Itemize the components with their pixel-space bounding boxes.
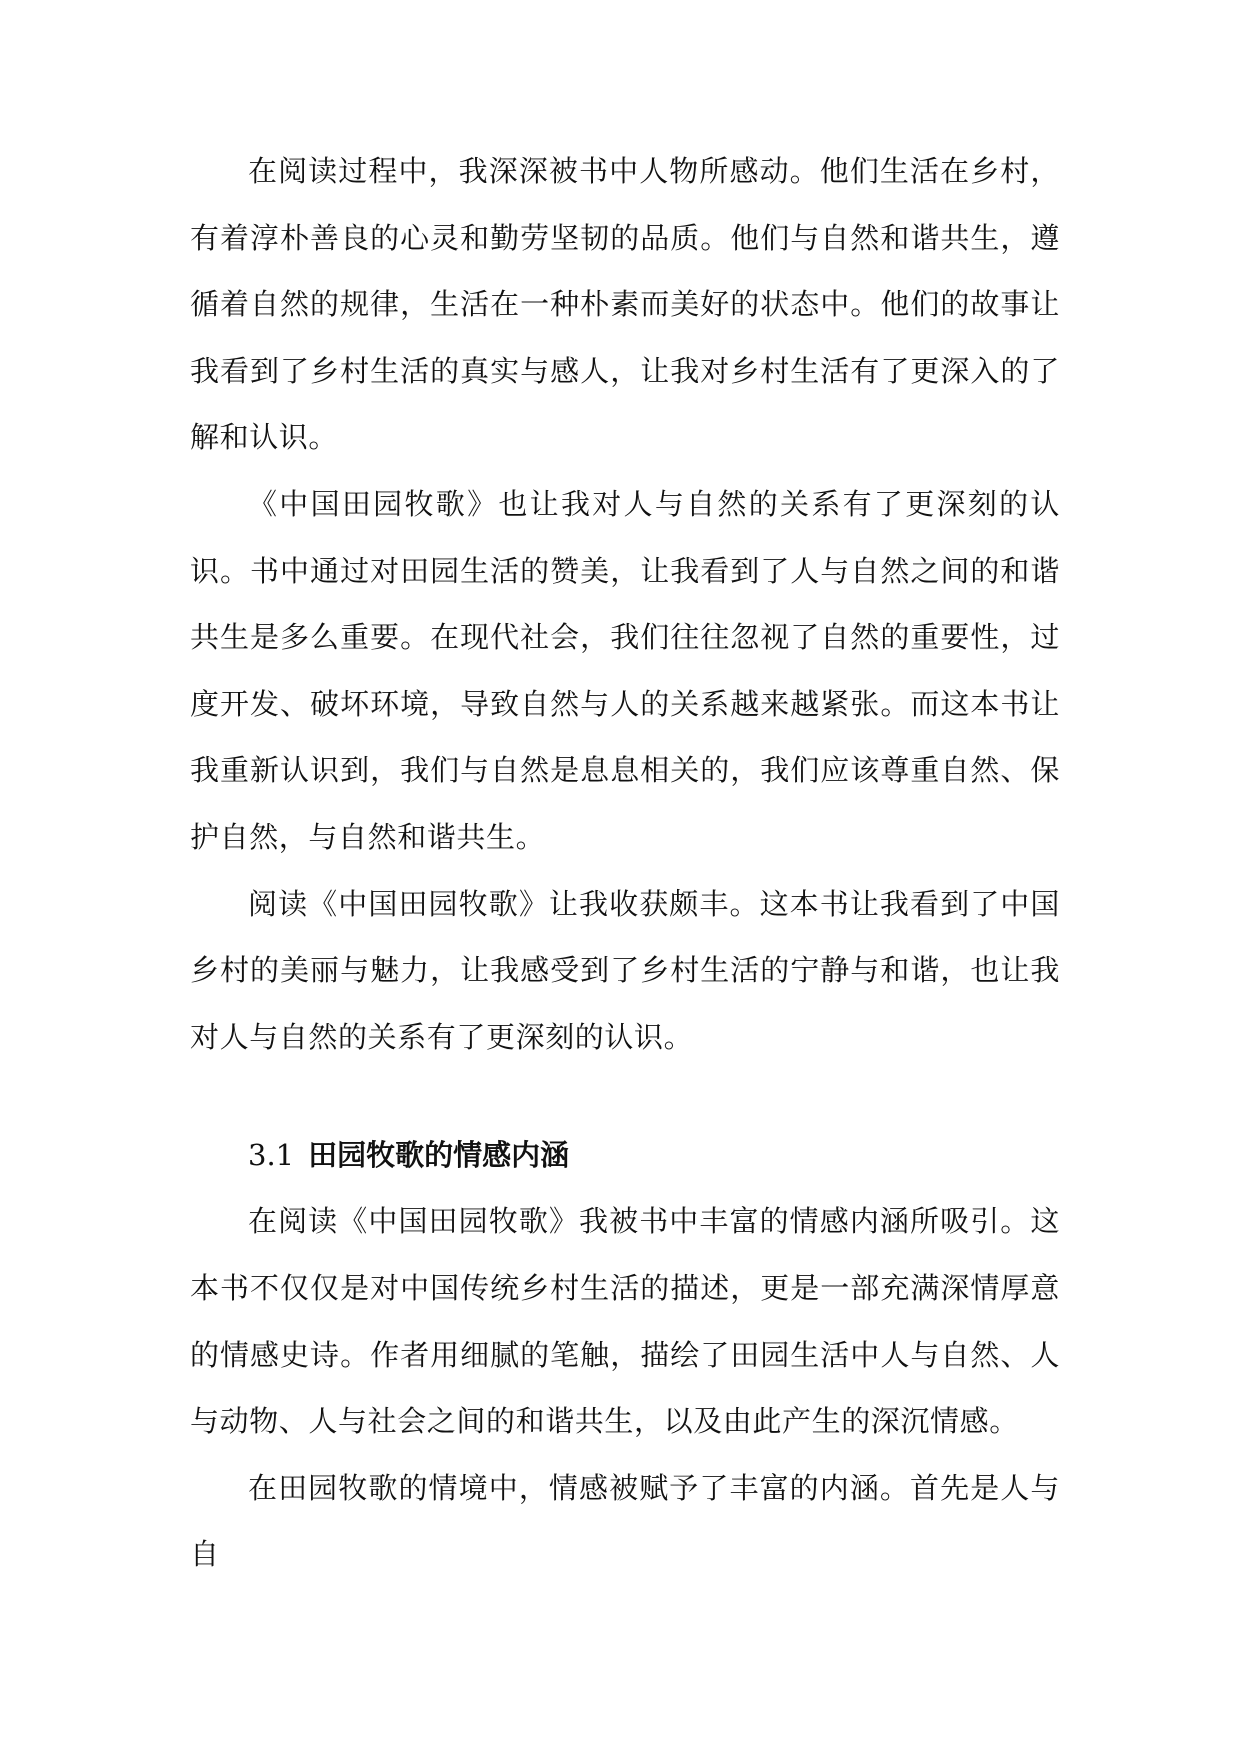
document-body (190, 138, 1060, 1588)
paragraph: 在阅读过程中，我深深被书中人物所感动。他们生活在乡村，有着淳朴善良的心灵和勤劳坚韧的品质。他们与自然和谐共生，遵循着自然的规律，生活在一种朴素而美好的状态中。他们的故事让我看到了乡村生活的真实与感人，让我对乡村生活有了更深入的了解和认识。 (190, 154, 1060, 455)
section-heading (190, 1122, 1060, 1188)
paragraph: 《中国田园牧歌》也让我对人与自然的关系有了更深刻的认识。书中通过对田园生活的赞美，让我看到了人与自然之间的和谐共生是多么重要。在现代社会，我们往往忽视了自然的重要性，过度开发、破坏环境，导致自然与人的关系越来越紧张。而这本书让我重新认识到，我们与自然是息息相关的，我们应该尊重自然、保护自然，与自然和谐共生。 (190, 486, 1060, 854)
section-number: 3.1 (248, 1138, 295, 1173)
paragraph: 阅读《中国田园牧歌》让我收获颇丰。这本书让我看到了中国乡村的美丽与魅力，让我感受到了乡村生活的宁静与和谐，也让我对人与自然的关系有了更深刻的认识。 (190, 886, 1060, 1054)
paragraph: 在阅读《中国田园牧歌》我被书中丰富的情感内涵所吸引。这本书不仅仅是对中国传统乡村生活的描述，更是一部充满深情厚意的情感史诗。作者用细腻的笔触，描绘了田园生活中人与自然、人与动物、人与社会之间的和谐共生，以及由此产生的深沉情感。 (190, 1204, 1060, 1439)
section-title: 田园牧歌的情感内涵 (308, 1138, 570, 1173)
paragraph: 在田园牧歌的情境中，情感被赋予了丰富的内涵。首先是人与自 (190, 1470, 1060, 1572)
